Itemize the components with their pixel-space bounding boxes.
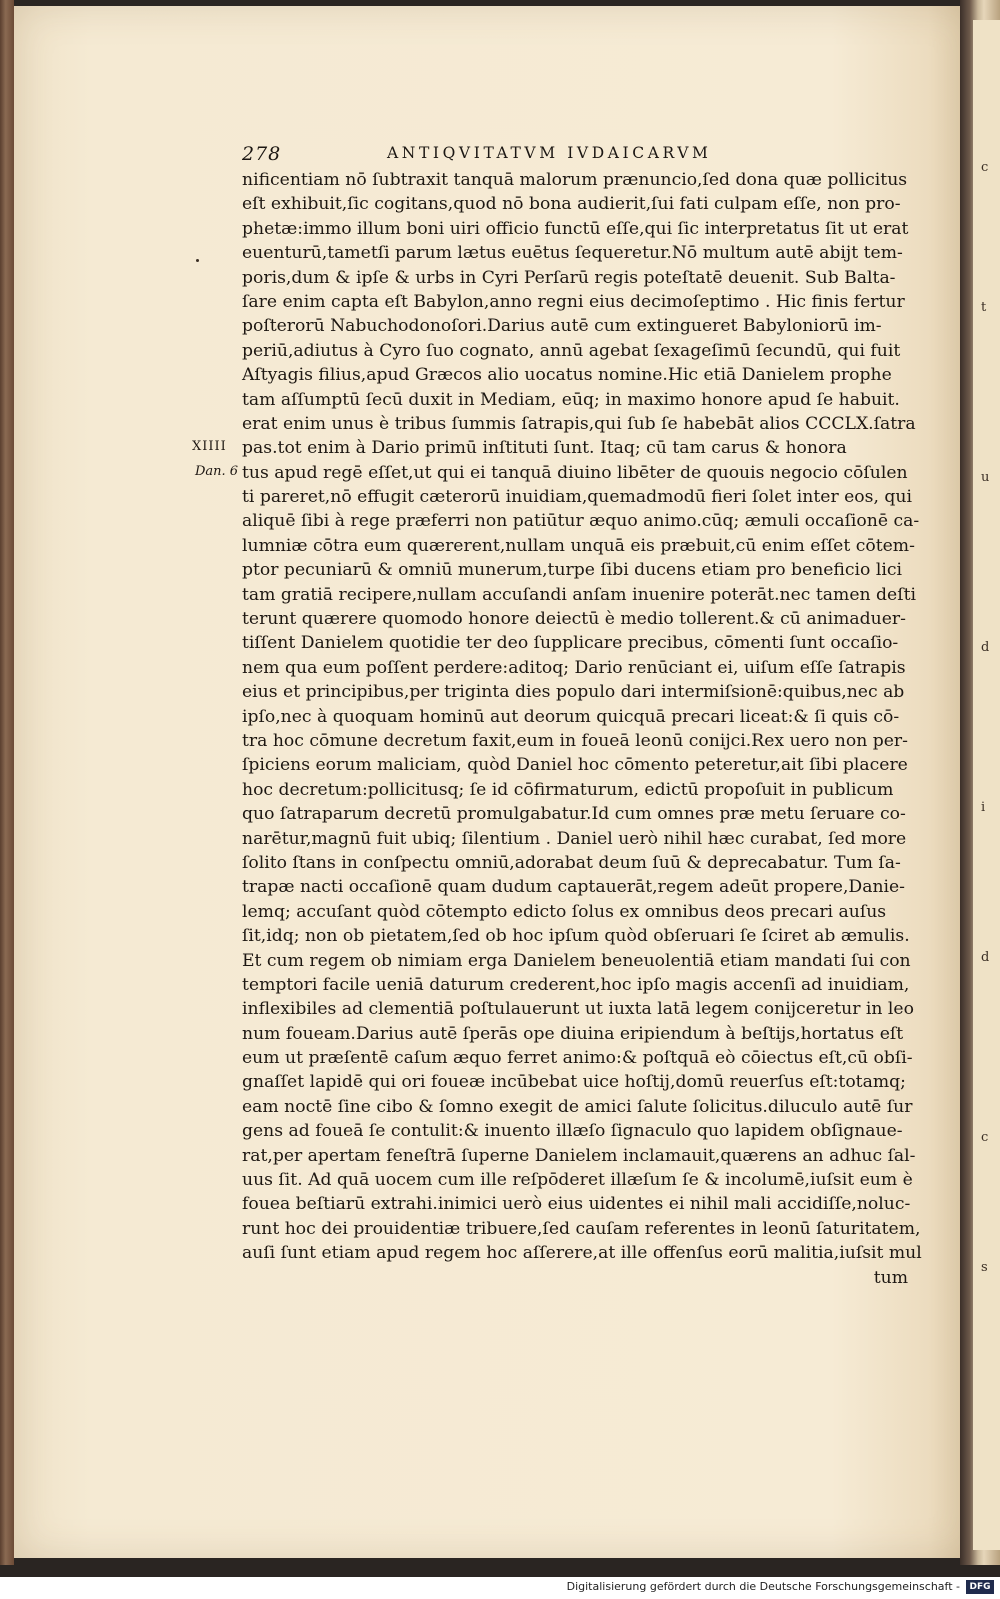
page-header — [242, 143, 802, 167]
text-line: fouea beſtiarū extrahi.inimici uerò eius uidentes ei nihil mali accidiſſe,noluc- — [242, 1194, 911, 1215]
text-line: nificentiam nō ſubtraxit tanquā malorum prænuncio,ſed dona quæ pollicitus — [242, 170, 908, 190]
text-line: lemq; accuſant quòd cōtempto edicto ſolus ex omnibus deos precari auſus — [242, 901, 887, 922]
text-line: ipſo,nec à quoquam hominū aut deorum quicquā precari liceat:& ſi quis cō- — [242, 706, 900, 727]
text-line: Aſtyagis filius,apud Græcos alio uocatus nomine.Hic etiā Danielem prophe — [242, 365, 892, 386]
text-line: terunt quærere quomodo honore deiectū è medio tollerent.& cū animaduer- — [242, 609, 906, 630]
text-line: lumniæ cōtra eum quærerent,nullam unquā eis præbuit,cū enim eſſet cōtem- — [242, 535, 915, 556]
text-line: narētur,magnū fuit ubiq; ſilentium . Daniel uerò nihil hæc curabat, ſed more — [242, 828, 907, 849]
text-line: aliquē ſibi à rege præferri non patiūtur æquo animo.cūq; æmuli occaſionē ca- — [242, 511, 920, 532]
catchword: tum — [873, 1267, 908, 1288]
text-line: poris,dum & ipſe & urbs in Cyri Perſarū regis poteſtatē deuenit. Sub Balta- — [242, 267, 896, 288]
text-line: uus ſit. Ad quā uocem cum ille reſpōderet illæſum ſe & incolumē,iuſsit eum è — [242, 1170, 913, 1191]
margin-note-xiiii: XIIII — [192, 439, 227, 454]
text-line: ſpiciens eorum maliciam, quòd Daniel hoc cōmento peteretur,ait ſibi placere — [242, 755, 908, 776]
body-text — [242, 168, 922, 1290]
text-line: poſterorū Nabuchodonoſori.Darius autē cum extingueret Babyloniorū im- — [242, 316, 882, 337]
text-line: rat,per apertam feneſtrā ſuperne Danielem inclamauit,quærens an adhuc ſal- — [242, 1145, 916, 1166]
text-line: ti pareret,nō effugit cæterorū inuidiam,quemadmodū fieri ſolet inter eos, qui — [242, 487, 912, 508]
text-line: ſare enim capta eſt Babylon,anno regni eius decimoſeptimo . Hic finis fertur — [242, 291, 905, 312]
text-line: ptor pecuniarū & omniū munerum,turpe ſibi ducens etiam pro beneficio lici — [242, 560, 902, 581]
text-line: inflexibiles ad clementiā poſtulauerunt ut iuxta latā legem conijceretur in leo — [242, 999, 914, 1020]
gutter-letter: c — [981, 160, 989, 175]
gutter-letter: d — [981, 950, 990, 965]
text-line: tam gratiā recipere,nullam accuſandi anſam inuenire poterāt.nec tamen deſti — [242, 584, 916, 605]
gutter-letter: i — [981, 800, 986, 815]
text-line: trapæ nacti occaſionē quam dudum captauerāt,regem adeūt propere,Danie- — [242, 877, 905, 898]
page-number: 278 — [242, 143, 282, 165]
margin-note-reference: Dan. 6 — [195, 464, 239, 479]
text-line: Et cum regem ob nimiam erga Danielem beneuolentiā etiam mandati ſui con — [242, 950, 911, 971]
text-line: auſi ſunt etiam apud regem hoc aſſerere,at ille offenſus eorū malitia,iuſsit mul — [242, 1243, 922, 1264]
text-line: hoc decretum:pollicitusq; ſe id cōfirmaturum, edictū propoſuit in publicum — [242, 779, 894, 800]
text-line: ſit,idq; non ob pietatem,ſed ob hoc ipſum quòd obſeruari ſe ſciret ab æmulis. — [242, 926, 910, 947]
text-line: pas.tot enim à Dario primū inſtituti ſunt. Itaq; cū tam carus & honora — [242, 438, 847, 459]
text-line: gens ad foueā ſe contulit:& inuento illæſo ſignaculo quo lapidem obſignaue- — [242, 1121, 903, 1142]
dfg-logo: DFG — [966, 1580, 994, 1594]
text-line: quo ſatraparum decretū promulgabatur.Id cum omnes præ metu ſeruare co- — [242, 804, 906, 825]
text-line: tam aſſumptū ſecū duxit in Mediam, eūq; in maximo honore apud ſe habuit. — [242, 389, 900, 410]
gutter-letter: u — [981, 470, 990, 485]
text-line: euenturū,tametſi parum lætus euētus ſequeretur.Nō multum autē abijt tem- — [242, 243, 903, 264]
gutter-letter: c — [981, 1130, 989, 1145]
text-line: num foueam.Darius autē ſperās ope diuina eripiendum à beſtijs,hortatus eſt — [242, 1023, 904, 1044]
text-line: eius et principibus,per triginta dies populo dari intermiſsionē:quibus,nec ab — [242, 682, 905, 703]
text-line: ſolito ſtans in conſpectu omniū,adorabat deum ſuū & deprecabatur. Tum ſa- — [242, 852, 901, 873]
digitization-footer — [0, 1577, 1000, 1599]
text-line: eſt exhibuit,ſic cogitans,quod nō bona audierit,ſui fati culpam eſſe, non pro- — [242, 194, 901, 215]
text-line: eum ut præſentē caſum æquo ferret animo:& poſtquā eò cōiectus eſt,cū obſi- — [242, 1048, 913, 1069]
text-line: tiſſent Danielem quotidie ter deo ſupplicare precibus, cōmenti ſunt occaſio- — [242, 633, 899, 654]
margin-dot — [196, 259, 199, 262]
book-edge — [0, 0, 14, 1565]
text-line: periū,adiutus à Cyro ſuo cognato, annū agebat ſexageſimū ſecundū, qui fuit — [242, 340, 901, 361]
text-line: temptori facile ueniā daturum crederent,hoc ipſo magis accenſi ad inuidiam, — [242, 974, 910, 995]
running-title: ANTIQVITATVM IVDAICARVM — [387, 144, 712, 162]
gutter-letter: s — [981, 1260, 988, 1275]
text-line: tra hoc cōmune decretum faxit,eum in foueā leonū conijci.Rex uero non per- — [242, 730, 908, 751]
text-line: nem qua eum poſſent perdere:aditoq; Dario renūciant ei, uiſum eſſe ſatrapis — [242, 657, 906, 678]
text-line: tus apud regē eſſet,ut qui ei tanquā diuino libēter de quouis negocio cōſulen — [242, 462, 908, 483]
text-line: erat enim unus è tribus ſummis ſatrapis,qui ſub ſe habebāt alios CCCLX.ſatra — [242, 413, 916, 434]
text-line: gnaſſet lapidē qui ori foueæ incūbebat uice hoſtij,domū reuerſus eſt:totamq; — [242, 1072, 906, 1093]
gutter-letter: d — [981, 640, 990, 655]
text-line: eam noctē ſine cibo & ſomno exegit de amici ſalute ſolicitus.diluculo autē ſur — [242, 1096, 913, 1117]
gutter-letter: t — [981, 300, 987, 315]
text-line: runt hoc dei prouidentiæ tribuere,ſed cauſam referentes in leonū ſaturitatem, — [242, 1218, 921, 1239]
next-page-sliver — [973, 20, 1000, 1550]
funding-credit: Digitalisierung gefördert durch die Deutsche Forschungsgemeinschaft - — [566, 1580, 960, 1593]
text-line: phetæ:immo illum boni uiri officio functū eſſe,qui ſic interpretatus ſit ut erat — [242, 218, 909, 239]
